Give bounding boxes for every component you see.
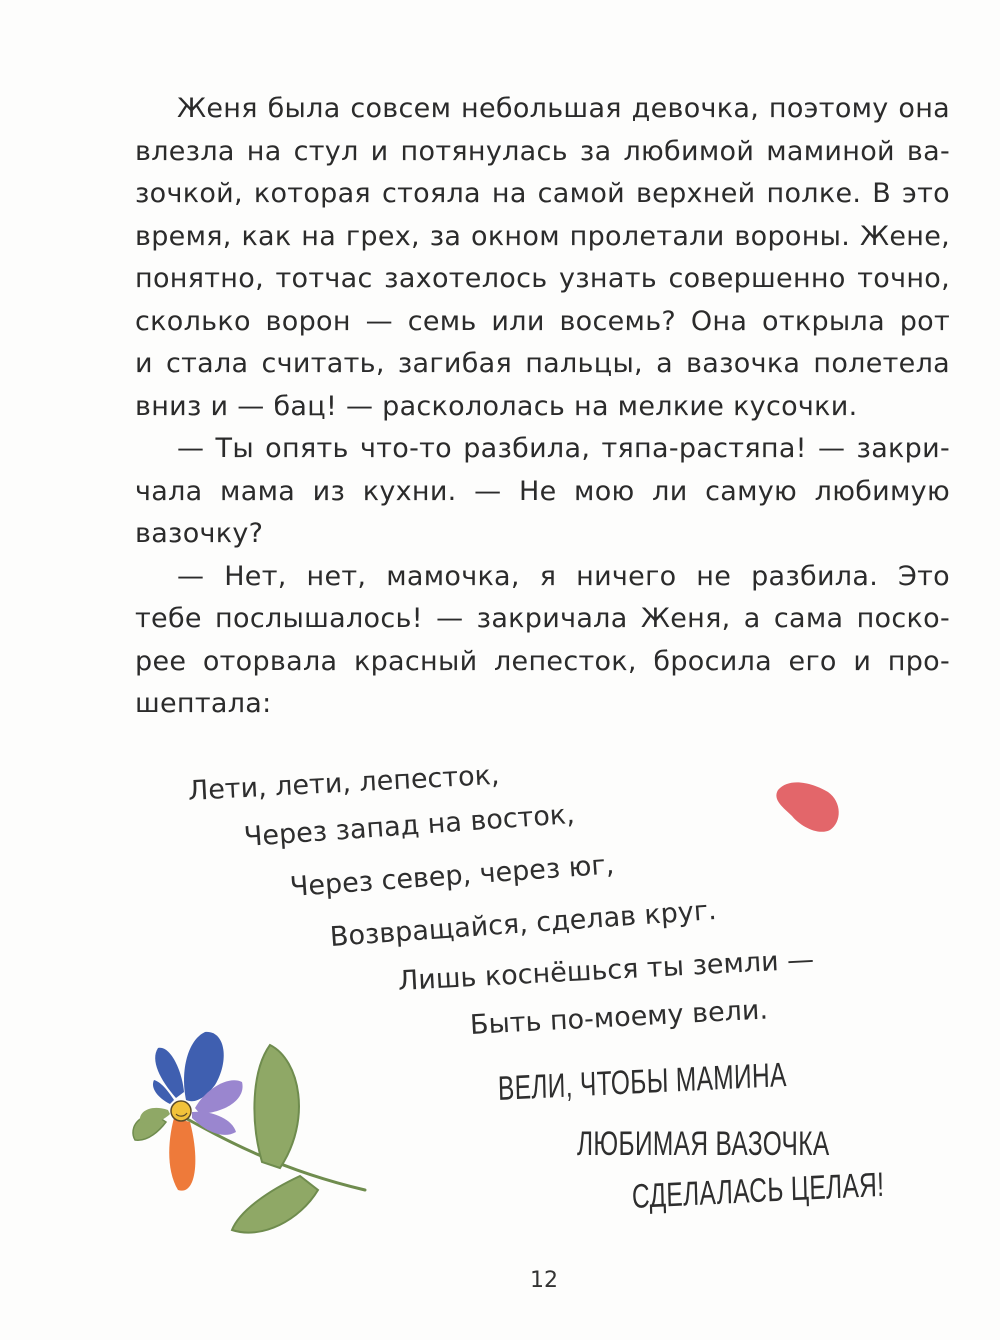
page-number: 12 bbox=[530, 1268, 558, 1293]
text-line: — Ты опять что-то разбила, тяпа-растяпа! — закри- bbox=[177, 433, 950, 464]
text-line: вниз и — бац! — раскололась на мелкие кусочки. bbox=[135, 390, 858, 422]
text-line: время, как на грех, за окном пролетали вороны. Жене, bbox=[135, 220, 950, 252]
text-line: тебе послышалось! — закричала Женя, а сама поско- bbox=[135, 603, 950, 634]
text-line: вазочку? bbox=[135, 518, 264, 549]
verse-line: Лишь коснёшься ты земли — bbox=[397, 944, 815, 997]
flower-illustration bbox=[133, 1032, 365, 1233]
text-line: влезла на стул и потянулась за любимой маминой ва- bbox=[135, 135, 950, 167]
verse-line: Лети, лети, лепесток, bbox=[187, 759, 501, 807]
verse-line: Быть по-моему вели. bbox=[469, 994, 769, 1041]
text-line: шептала: bbox=[135, 688, 272, 719]
verse-line: Через запад на восток, bbox=[242, 798, 576, 853]
wish-line: ВЕЛИ, ЧТОБЫ МАМИНА bbox=[497, 1056, 788, 1108]
verse-line: Через север, через юг, bbox=[288, 849, 616, 903]
wish-line: СДЕЛАЛАСЬ ЦЕЛАЯ! bbox=[631, 1165, 885, 1216]
wish-line: ЛЮБИМАЯ ВАЗОЧКА bbox=[577, 1125, 830, 1163]
text-line: рее оторвала красный лепесток, бросила его и про- bbox=[135, 645, 950, 677]
text-line: и стала считать, загибая пальцы, а вазочка полетела bbox=[135, 348, 950, 379]
verse-line: Возвращайся, сделав круг. bbox=[328, 895, 718, 953]
text-line: сколько ворон — семь или восемь? Она открыла рот bbox=[135, 305, 950, 337]
text-line: понятно, тотчас захотелось узнать совершенно точно, bbox=[135, 263, 950, 294]
text-line: — Нет, нет, мамочка, я ничего не разбила. Это bbox=[177, 560, 950, 592]
text-line: чала мама из кухни. — Не мою ли самую любимую bbox=[135, 475, 950, 507]
text-line: Женя была совсем небольшая девочка, поэтому она bbox=[177, 93, 950, 124]
red-petal-illustration bbox=[776, 782, 838, 831]
text-line: зочкой, которая стояла на самой верхней полке. В это bbox=[135, 178, 950, 209]
